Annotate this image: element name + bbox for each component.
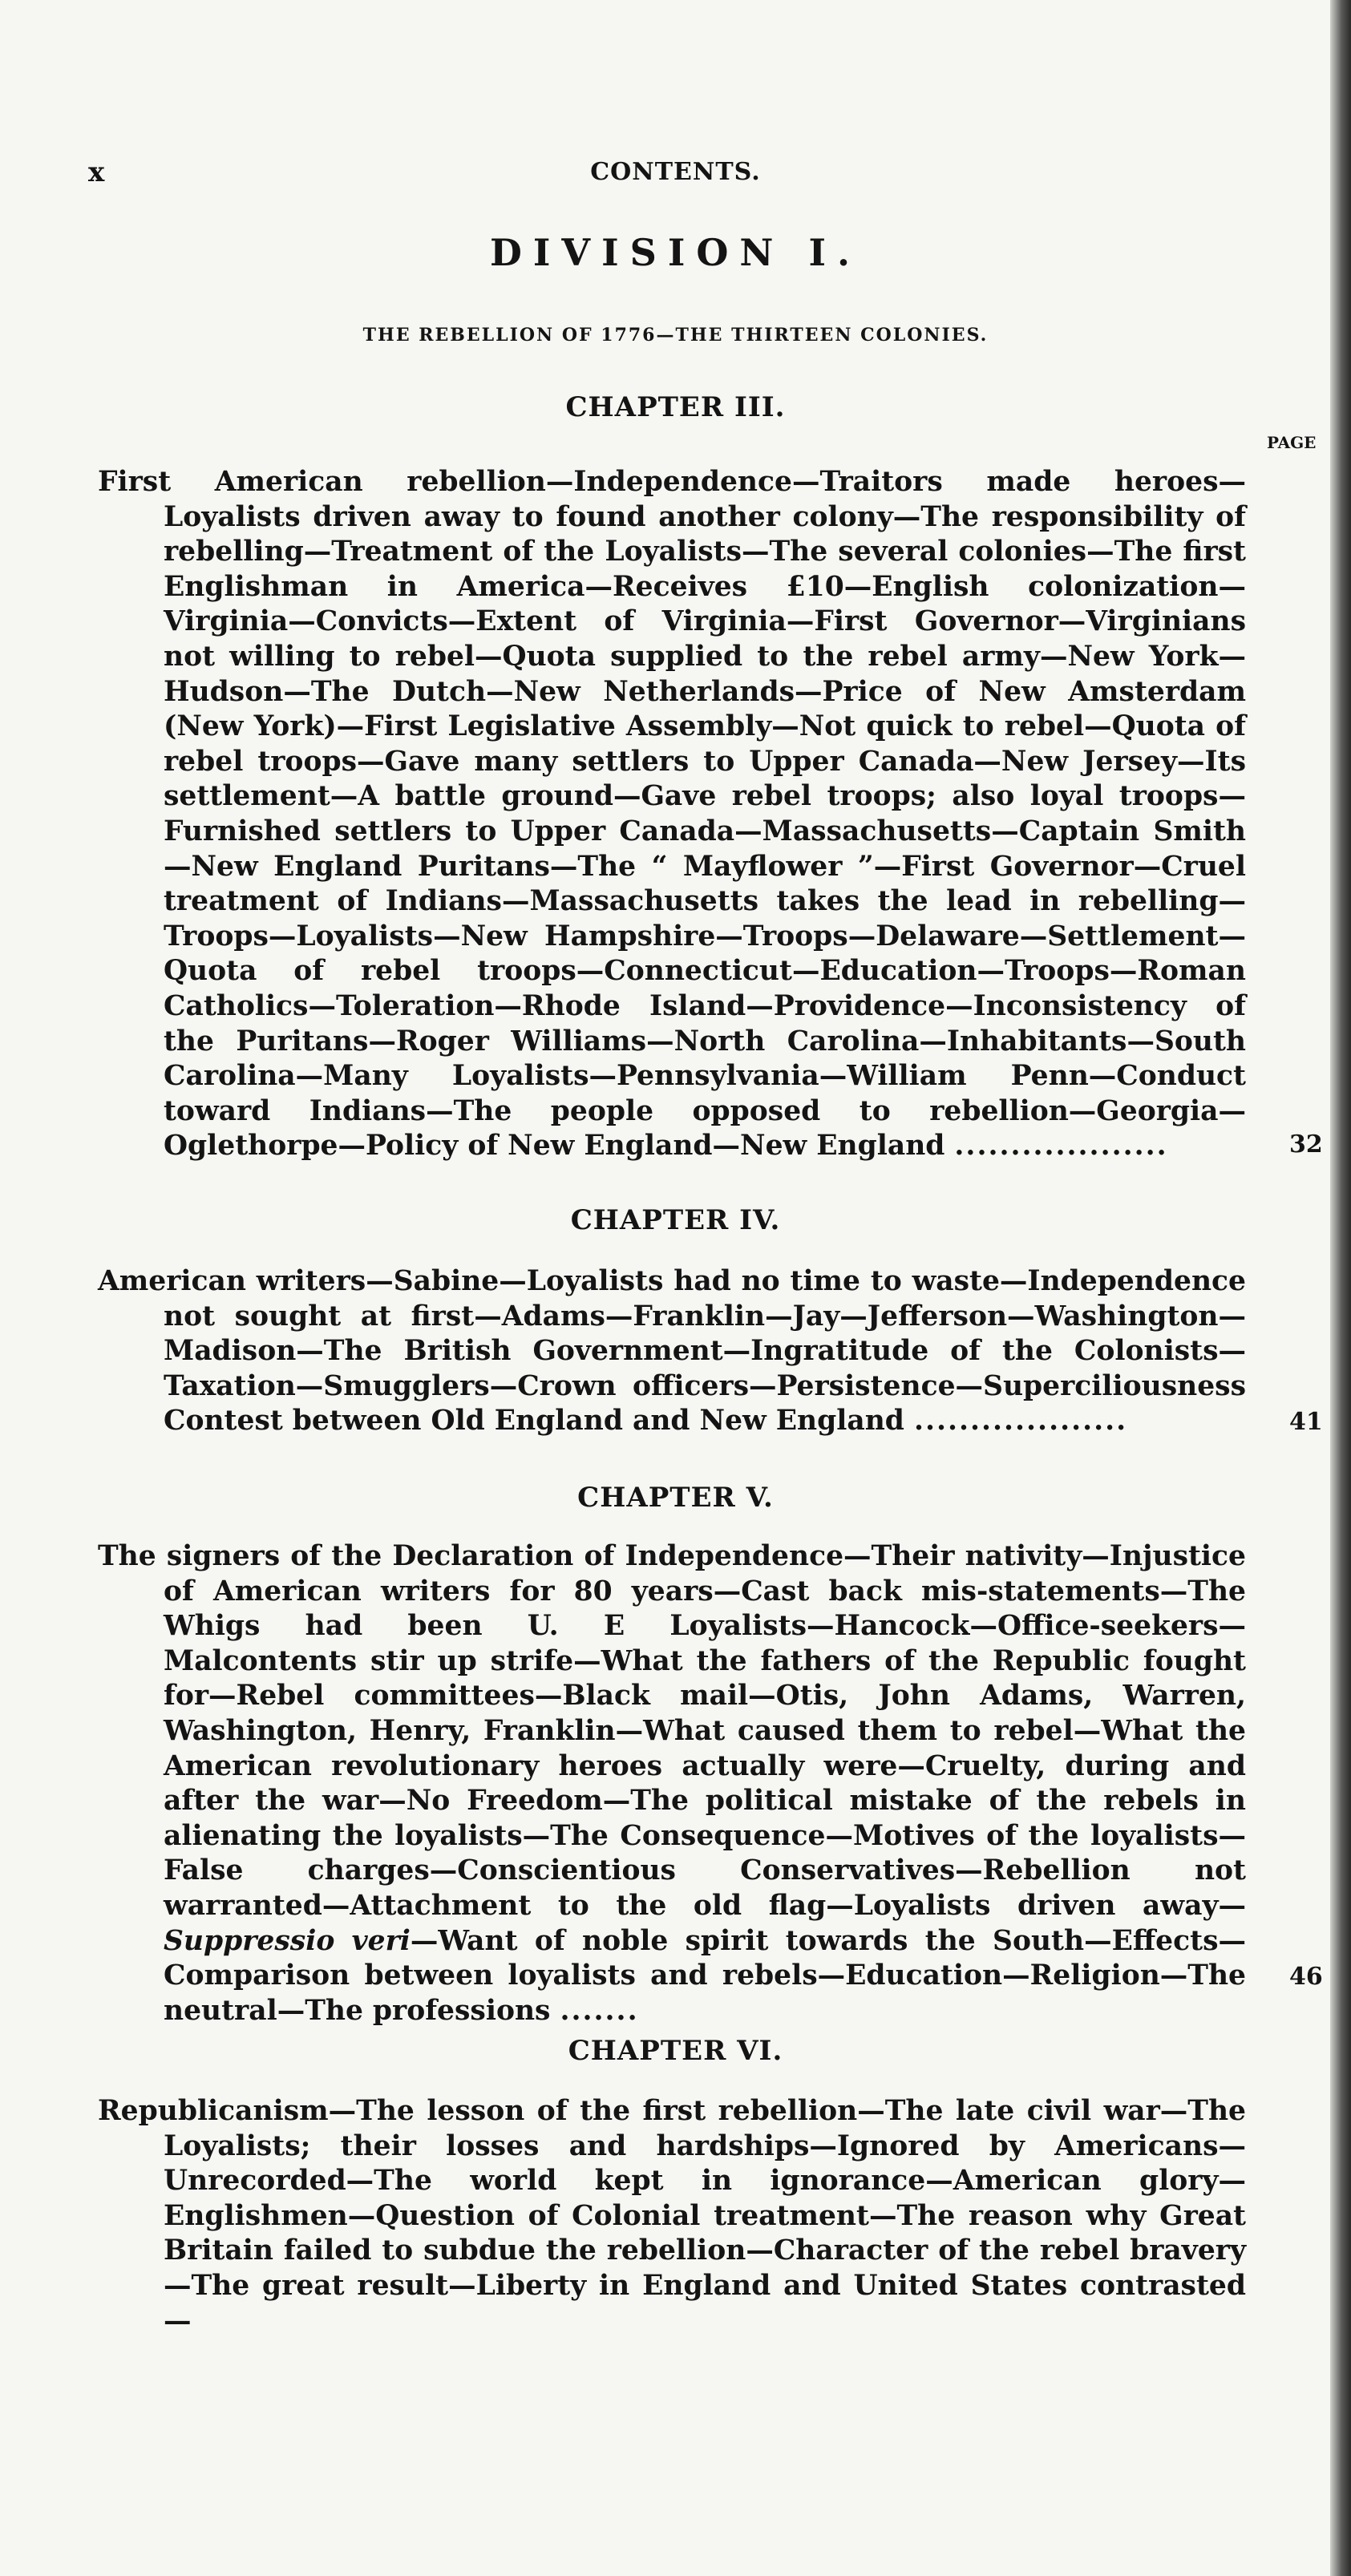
chapter-summary — [98, 2094, 1246, 2339]
entry-page-number: 41 — [1289, 1408, 1323, 1436]
chapter-heading: CHAPTER V. — [577, 1482, 774, 1514]
dot-leader: ....... — [560, 1994, 639, 2027]
chapter-heading: CHAPTER III. — [565, 391, 786, 423]
contents-title: CONTENTS. — [590, 158, 761, 186]
summary-text: Republicanism—The lesson of the first rebellion—The late civil war—The Loyalists; their losses and hardships—Ignored by Americans—Unrecorded—The world kept in ignorance—American glory—Englishmen—Question of Colonial treatment—The reason why Great Britain failed to subdue the rebellion—Character of the rebel bravery—The great result—Liberty in England and United States contrasted— — [98, 2095, 1246, 2337]
page-edge-shadow — [1330, 0, 1351, 2576]
summary-text: American writers—Sabine—Loyalists had no time to waste—Independence not sought at first—Adams—Franklin—Jay—Jefferson—Washington—Madison—The British Government—Ingratitude of the Colonists—Taxation—Smugglers—Crown officers—Persistence—Superciliousness Contest between Old England and New England — [98, 1265, 1246, 1438]
running-head — [0, 156, 1351, 196]
entry-page-number: 32 — [1289, 1130, 1323, 1159]
division-subtitle: THE REBELLION OF 1776—THE THIRTEEN COLONIES. — [362, 325, 989, 346]
summary-text: First American rebellion—Independence—Traitors made heroes—Loyalists driven away to found another colony—The responsibility of rebelling—Treatment of the Loyalists—The several colonies—The first Englishman in America—Receives £10—English colonization—Virginia—Convicts—Extent of Virginia—First Governor—Virginians not willing to rebel—Quota supplied to the rebel army—New York—Hudson—The Dutch—New Netherlands—Price of New Amsterdam (New York)—First Legislative Assembly—Not quick to rebel—Quota of rebel troops—Gave many settlers to Upper Canada—New Jersey—Its settlement—A battle ground—Gave rebel troops; also loyal troops—Furnished settlers to Upper Canada—Massachusetts—Captain Smith—New England Puritans—The “ Mayflower ”—First Governor—Cruel treatment of Indians—Massachusetts takes the lead in rebelling—Troops—Loyalists—New Hampshire—Troops—Delaware—Settlement—Quota of rebel troops—Connecticut—Education—Troops—Roman Catholics—Toleration—Rhode Island—Providence—Inconsistency of the Puritans—Roger Williams—North Carolina—Inhabitants—South Carolina—Many Loyalists—Pennsylvania—William Penn—Conduct toward Indians—The people opposed to rebellion—Georgia—Oglethorpe—Policy of New England—New England — [98, 466, 1246, 1163]
dot-leader: ................... — [954, 1130, 1168, 1163]
summary-text-continued: —Want of noble spirit towards the South—Effects—Comparison between loyalists and rebels—Education—Religion—The neutral—The professions — [164, 1924, 1246, 2027]
dot-leader: ................... — [913, 1405, 1128, 1438]
chapter-heading: CHAPTER IV. — [570, 1204, 781, 1236]
summary-text: The signers of the Declaration of Independence—Their nativity—Injustice of American writers for 80 years—Cast back mis-statements—The Whigs had been U. E Loyalists—Hancock—Office-seekers—Malcontents stir up strife—What the fathers of the Republic fought for—Rebel committees—Black mail—Otis, John Adams, Warren, Washington, Henry, Franklin—What caused them to rebel—What the American revolutionary heroes actually were—Cruelty, during and after the war—No Freedom—The political mistake of the rebels in alienating the loyalists—The Consequence—Motives of the loyalists—False charges—Conscientious Conservatives—Rebellion not warranted—Attachment to the old flag—Loyalists driven away— — [98, 1540, 1246, 1922]
page-column-label: PAGE — [1267, 433, 1317, 452]
summary-italic: Suppressio veri — [164, 1924, 411, 1957]
chapter-summary — [98, 1264, 1246, 1439]
chapter-heading: CHAPTER VI. — [568, 2035, 783, 2067]
chapter-summary — [98, 465, 1246, 1164]
chapter-summary — [98, 1539, 1246, 2028]
entry-page-number: 46 — [1289, 1963, 1323, 1991]
page-number: x — [88, 156, 105, 188]
division-title: DIVISION I. — [489, 231, 862, 274]
